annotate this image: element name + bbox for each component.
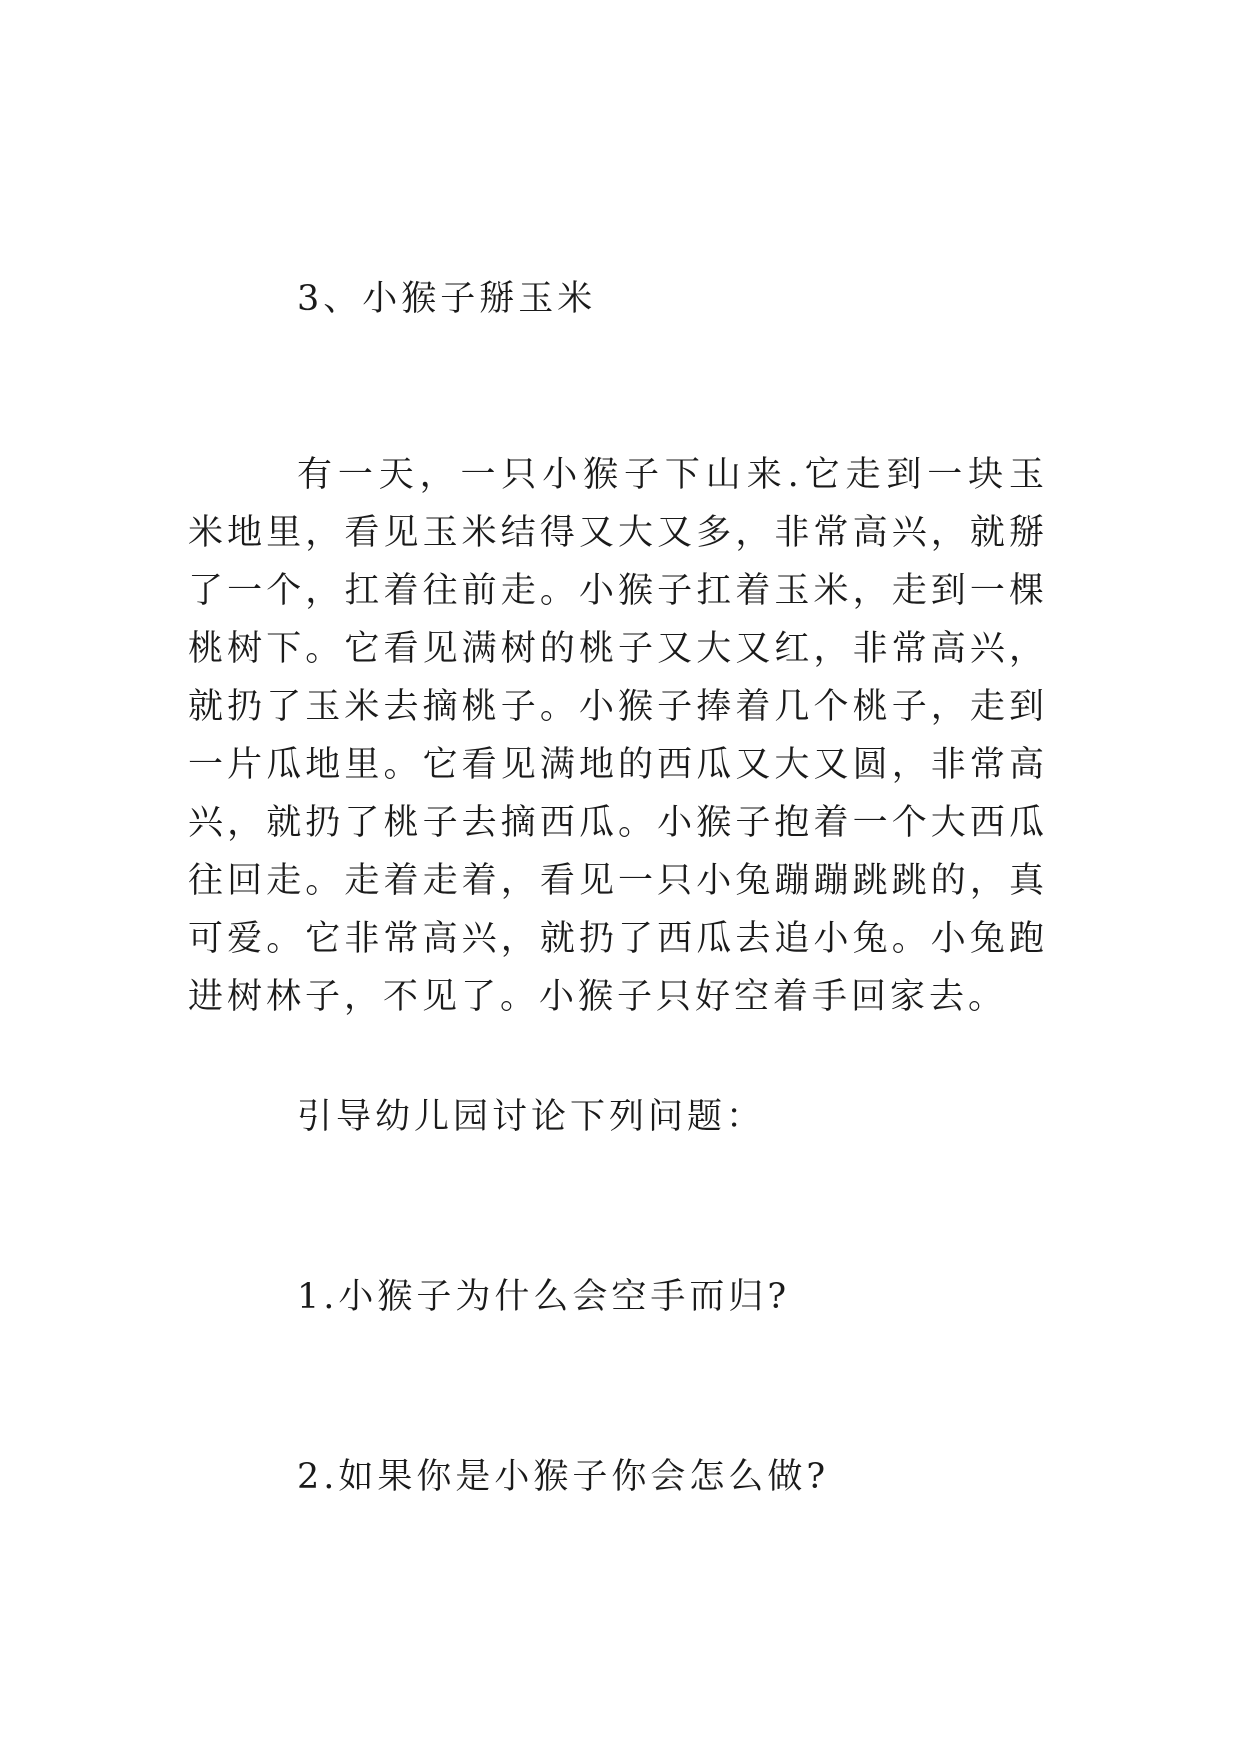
story-paragraph: 有一天，一只小猴子下山来.它走到一块玉米地里，看见玉米结得又大又多，非常高兴，就掰了一个，扛着往前走。小猴子扛着玉米，走到一棵桃树下。它看见满树的桃子又大又红，非常高兴，就扔了玉米去摘桃子。小猴子捧着几个桃子，走到一片瓜地里。它看见满地的西瓜又大又圆，非常高兴，就扔了桃子去摘西瓜。小猴子抱着一个大西瓜往回走。走着走着，看见一只小兔蹦蹦跳跳的，真可爱。它非常高兴，就扔了西瓜去追小兔。小兔跑进树林子，不见了。小猴子只好空着手回家去。 [188,455,1048,1017]
discussion-prompt: 引导幼儿园讨论下列问题： [297,1097,766,1137]
question-item: 1.小猴子为什么会空手而归? [297,1277,791,1317]
question-item: 2.如果你是小猴子你会怎么做? [297,1457,830,1497]
section-heading: 3、小猴子掰玉米 [297,279,597,319]
